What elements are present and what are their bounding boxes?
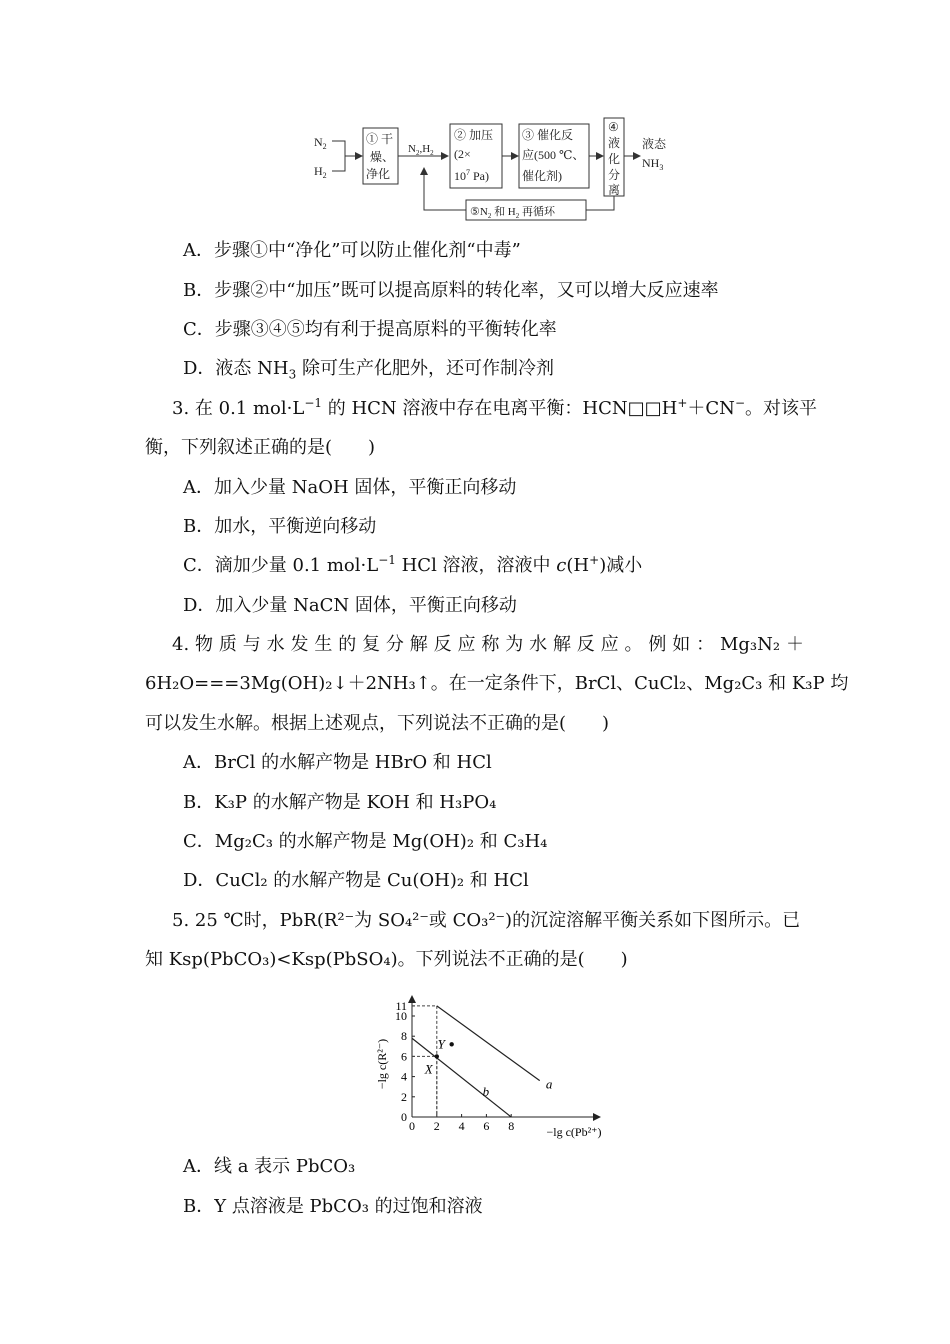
q4-option-c: C．Mg₂C₃ 的水解产物是 Mg(OH)₂ 和 C₃H₄ <box>183 831 548 852</box>
q4-option-a: A．BrCl 的水解产物是 HBrO 和 HCl <box>183 752 492 773</box>
y-tick-label-4: 8 <box>401 1029 407 1044</box>
series-label-b: b <box>482 1083 490 1099</box>
q3-option-b: B．加水，平衡逆向移动 <box>183 516 377 537</box>
q4-stem-line3: 可以发生水解。根据上述观点，下列说法不正确的是( ) <box>145 713 610 734</box>
series-label-a: a <box>545 1076 553 1092</box>
svg-text:④ 液 化 分 离: ④ 液 化 分 离 <box>608 120 621 197</box>
point-label-Y: Y <box>437 1036 445 1052</box>
svg-text:液态 NH3: 液态 $NH_3$ <box>642 137 667 172</box>
x-axis-label: −lg c(Pb²⁺) <box>546 1125 602 1139</box>
series-line-b <box>412 1038 511 1117</box>
h2-label: $H_2$ <box>314 164 327 180</box>
svg-text:③ 催化反 应(500 ℃、 催化剂): ③ 催化反 应(500 ℃、 催化剂) <box>522 128 585 183</box>
recycle-label: $⑤N_2$ 和 $H_2$ 再循环 <box>470 206 556 220</box>
q2-option-b: B．步骤②中“加压”既可以提高原料的转化率，又可以增大反应速率 <box>183 280 719 301</box>
q5-option-b: B．Y 点溶液是 PbCO₃ 的过饱和溶液 <box>183 1196 483 1217</box>
q3-option-a: A．加入少量 NaOH 固体，平衡正向移动 <box>183 477 517 498</box>
y-tick-label-3: 6 <box>401 1049 407 1064</box>
q2-option-c: C．步骤③④⑤均有利于提高原料的平衡转化率 <box>183 319 557 340</box>
solubility-chart <box>360 992 620 1142</box>
point-label-X: X <box>424 1061 433 1077</box>
point-X <box>435 1054 439 1058</box>
q4-stem-line1: 4. 物 质 与 水 发 生 的 复 分 解 反 应 称 为 水 解 反 应 。 例 如 ： Mg₃N₂ ＋ <box>172 634 804 655</box>
q3-stem-line2: 衡，下列叙述正确的是( ) <box>145 437 376 458</box>
x-tick-label-2: 4 <box>458 1119 465 1133</box>
q5-stem-line2: 知 Ksp(PbCO₃)<Ksp(PbSO₄)。下列说法不正确的是( ) <box>145 949 628 970</box>
y-tick-label-5: 10 <box>395 1009 407 1023</box>
q3-stem-line1: 3. 在 0.1 $mol\cdot L^{-1}$ 的 HCN 溶液中存在电离平衡：HCN□□H+＋CN−。对该平 <box>172 396 817 419</box>
q5-stem-line1: 5. 25 ℃时，PbR(R²⁻为 SO₄²⁻或 CO₃²⁻)的沉淀溶解平衡关系如下图所示。已 <box>172 910 801 931</box>
x-tick-label-3: 6 <box>483 1119 490 1133</box>
q3-option-c: C．滴加少量 0.1 $mol\cdot L^{-1}$ HCl 溶液，溶液中 c(H+)减小 <box>183 553 643 576</box>
x-tick-label-0: 0 <box>409 1119 415 1133</box>
n2-label: $N_2$ <box>314 135 327 151</box>
y-axis-label: −lg c(R²⁻) <box>375 1038 389 1090</box>
y-tick-label-1: 2 <box>401 1089 407 1104</box>
svg-text:① 干 燥、 净化: ① 干 燥、 净化 <box>366 132 395 181</box>
process-flow-diagram <box>300 112 680 224</box>
mid-label: $N_2,H_2$ <box>408 143 434 157</box>
q5-option-a: A．线 a 表示 PbCO₃ <box>183 1156 356 1177</box>
y-tick-label-2: 4 <box>401 1069 407 1084</box>
point-Y <box>449 1042 453 1046</box>
y-tick-label-6: 11 <box>395 998 407 1013</box>
q4-option-d: D．CuCl₂ 的水解产物是 Cu(OH)₂ 和 HCl <box>183 870 529 891</box>
q2-option-d: D．液态 $NH_3$ 除可生产化肥外，还可作制冷剂 <box>183 358 554 382</box>
q4-option-b: B．K₃P 的水解产物是 KOH 和 H₃PO₄ <box>183 792 497 813</box>
y-tick-label-0: 0 <box>401 1110 407 1124</box>
q2-option-a: A．步骤①中“净化”可以防止催化剂“中毒” <box>183 240 521 261</box>
x-tick-label-4: 8 <box>508 1119 515 1133</box>
x-tick-label-1: 2 <box>433 1119 440 1133</box>
q4-stem-line2: 6H₂O===3Mg(OH)₂↓＋2NH₃↑。在一定条件下，BrCl、CuCl₂、Mg₂C₃ 和 K₃P 均 <box>145 673 849 694</box>
svg-text:② 加压 (2× 107 Pa): ② 加压 (2× $10^7$ Pa) <box>454 128 494 183</box>
q3-option-d: D．加入少量 NaCN 固体，平衡正向移动 <box>183 595 517 616</box>
